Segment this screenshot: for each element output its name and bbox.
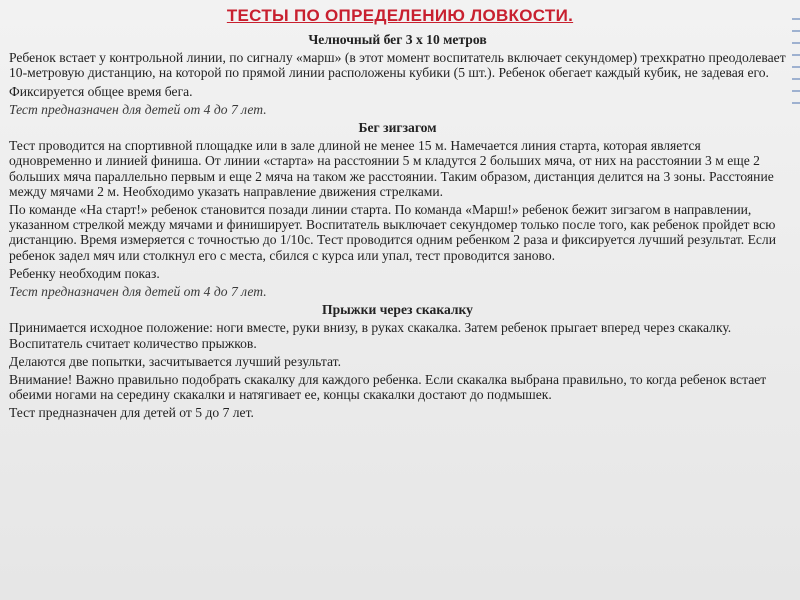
section-heading-rope-jumping: Прыжки через скакалку xyxy=(322,302,473,318)
decorative-lines xyxy=(792,18,800,128)
age-note: Тест предназначен для детей от 4 до 7 лет. xyxy=(9,284,267,300)
age-note: Тест предназначен для детей от 4 до 7 лет. xyxy=(9,101,267,117)
paragraph: Ребенку необходим показ. xyxy=(9,265,160,281)
paragraph: Внимание! Важно правильно подобрать скакалку для каждого ребенка. Если скакалка выбрана правильно, то когда ребенок встает обеими ногами на середину скакалки и натягивает ее, концы скакалки достают до подмышек. xyxy=(9,372,767,403)
paragraph: Тест проводится на спортивной площадке или в зале длиной не менее 15 м. Намечается линия старта, которая является одновременно и линией финиша. От линии «старта» на расстоянии 5 м кладутся 2 больших мяча, от них на расстоянии 3 м еще 2 больших мяча параллельно первым и еще 2 мяча на таком же расстоянии. Таким образом, дистанция делится на 3 зоны. Расстояние между мячами 2 м. Необходимо указать направление движения стрелками. xyxy=(9,138,774,199)
paragraph: По команде «На старт!» ребенок становится позади линии старта. По команда «Марш!» ребенок бежит зигзагом в направлении, указанном стрелкой между мячами и финиширует. Воспитатель выключает секундомер только после того, как ребенок пройдет всю дистанцию. Время измеряется с точностью до 1/10с. Тест проводится одним ребенком 2 раза и фиксируется лучший результат. Если ребенок задел мяч или столкнул его с места, сбился с курса или упал, тест проводится заново. xyxy=(9,202,776,263)
paragraph: Ребенок встает у контрольной линии, по сигналу «марш» (в этот момент воспитатель включает секундомер) трехкратно преодолевает 10-метровую дистанцию, на которой по прямой линии расположены кубики (5 шт.). Ребенок обегает каждый кубик, не задевая его. xyxy=(9,50,786,81)
section-heading-shuttle-run: Челночный бег 3 х 10 метров xyxy=(308,32,487,47)
paragraph: Фиксируется общее время бега. xyxy=(9,83,193,99)
paragraph: Принимается исходное положение: ноги вместе, руки внизу, в руках скакалка. Затем ребенок прыгает вперед через скакалку. Воспитатель считает количество прыжков. xyxy=(9,320,732,351)
slide-content xyxy=(0,32,800,421)
section-heading-zigzag-run: Бег зигзагом xyxy=(358,120,437,136)
paragraph: Тест предназначен для детей от 5 до 7 лет. xyxy=(9,405,254,421)
slide-title: ТЕСТЫ ПО ОПРЕДЕЛЕНИЮ ЛОВКОСТИ. xyxy=(226,6,574,25)
paragraph: Делаются две попытки, засчитывается лучший результат. xyxy=(9,353,341,369)
